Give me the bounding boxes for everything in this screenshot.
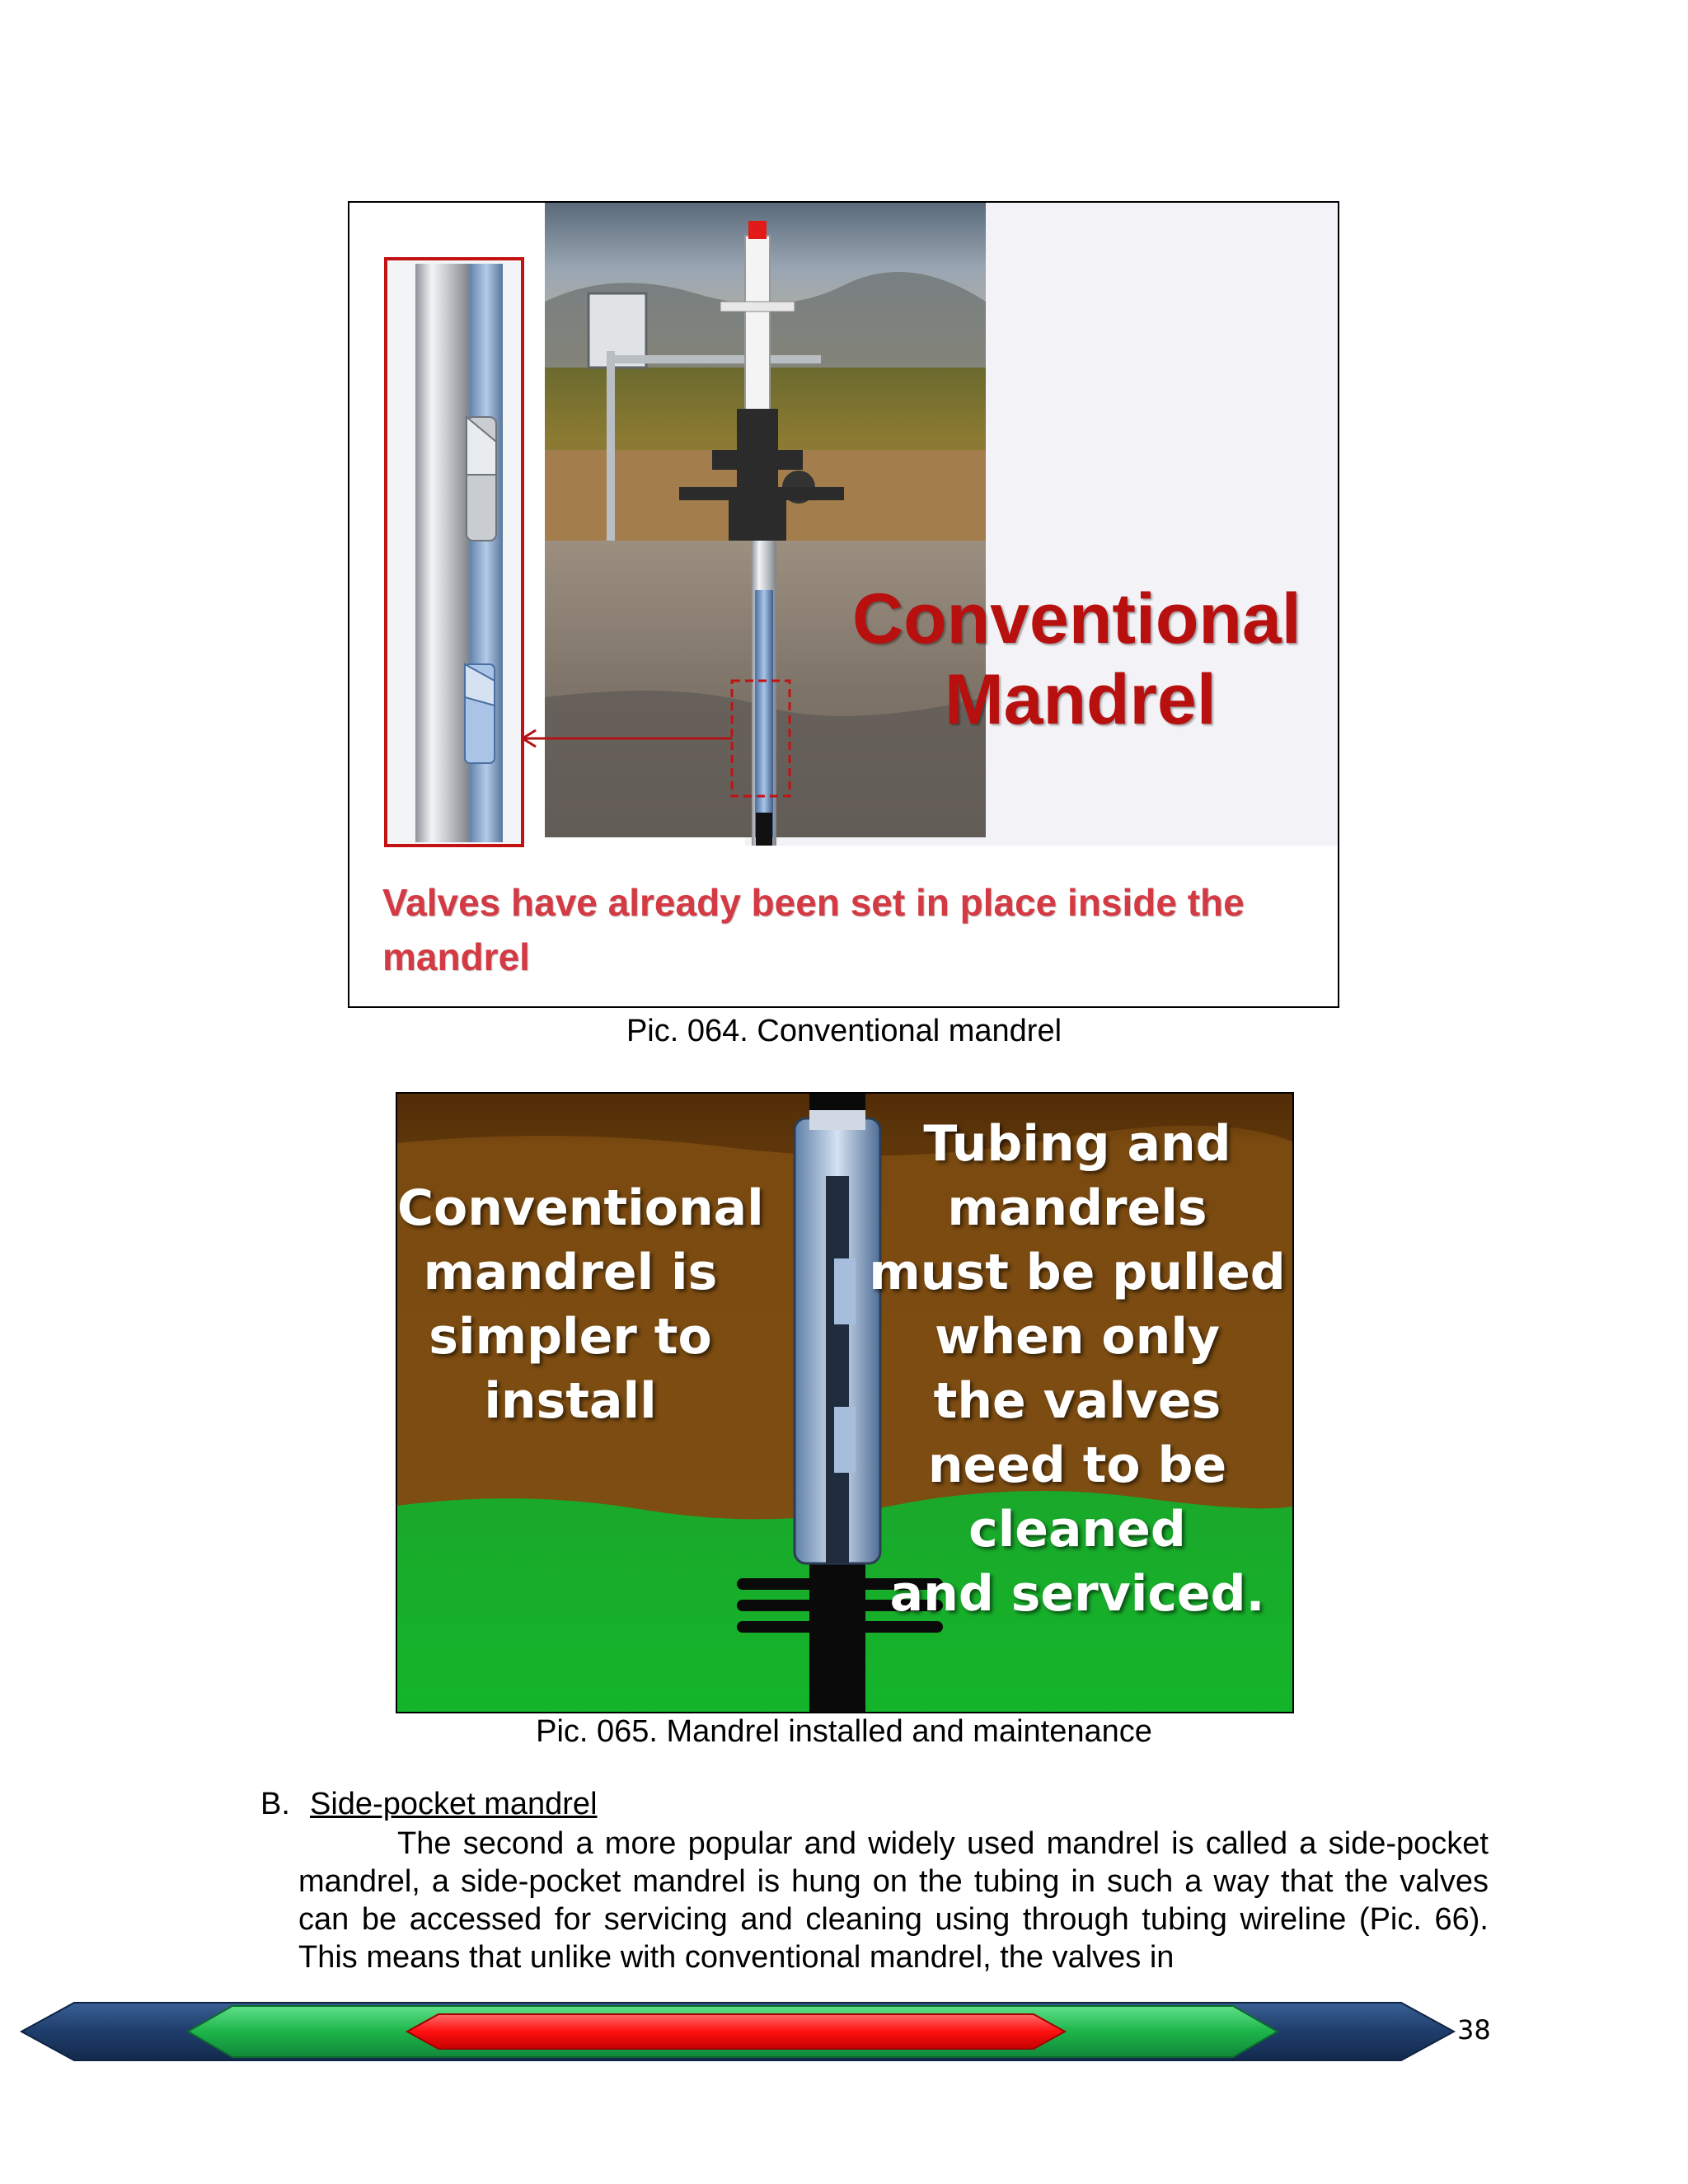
left-text-line: mandrel is [423,1244,718,1301]
left-text-line: Conventional [397,1179,764,1237]
figure-mandrel-installed [396,1092,1294,1713]
right-text-line: and serviced. [889,1565,1265,1623]
figure-caption-065: Pic. 065. Mandrel installed and maintenance [536,1714,1152,1749]
body-paragraph [298,1825,1489,1976]
section-heading [260,1787,598,1822]
right-text-line: when only [934,1308,1221,1366]
footer-red-band [407,2014,1065,2049]
left-text-line: simpler to [429,1308,712,1366]
right-text-line: cleaned [968,1501,1186,1558]
right-text-line: must be pulled [869,1244,1286,1301]
section-title: Side-pocket mandrel [310,1787,598,1821]
right-text-line: Tubing and [923,1115,1231,1173]
figure-right-text [859,1112,1294,1626]
paragraph-text: The second a more popular and widely used mandrel is called a side-pocket mandrel, a side-pocket mandrel is hung on the tubing in such a way that the valves can be accessed for servicing and cleaning using through tubing wireline (Pic. 66). This means that unlike with conventional mandrel, the valves in [298,1826,1489,1975]
figure-conventional-mandrel [348,201,1339,1008]
right-text-line: the valves [933,1372,1221,1430]
figure-caption-064: Pic. 064. Conventional mandrel [626,1014,1062,1048]
figure-overlay-caption: Valves have already been set in place inside the mandrel [382,881,1245,978]
figure-overlay-title-line2: Mandrel [945,660,1217,739]
right-text-line: need to be [927,1436,1227,1494]
figure-left-text [397,1176,764,1433]
right-text-line: mandrels [947,1179,1207,1237]
figure-overlay-title-line1: Conventional [852,579,1301,658]
footer-decoration [0,1994,1688,2077]
section-number: B. [260,1787,290,1821]
page-number: 38 [1457,2014,1491,2046]
left-text-line: install [484,1372,657,1430]
